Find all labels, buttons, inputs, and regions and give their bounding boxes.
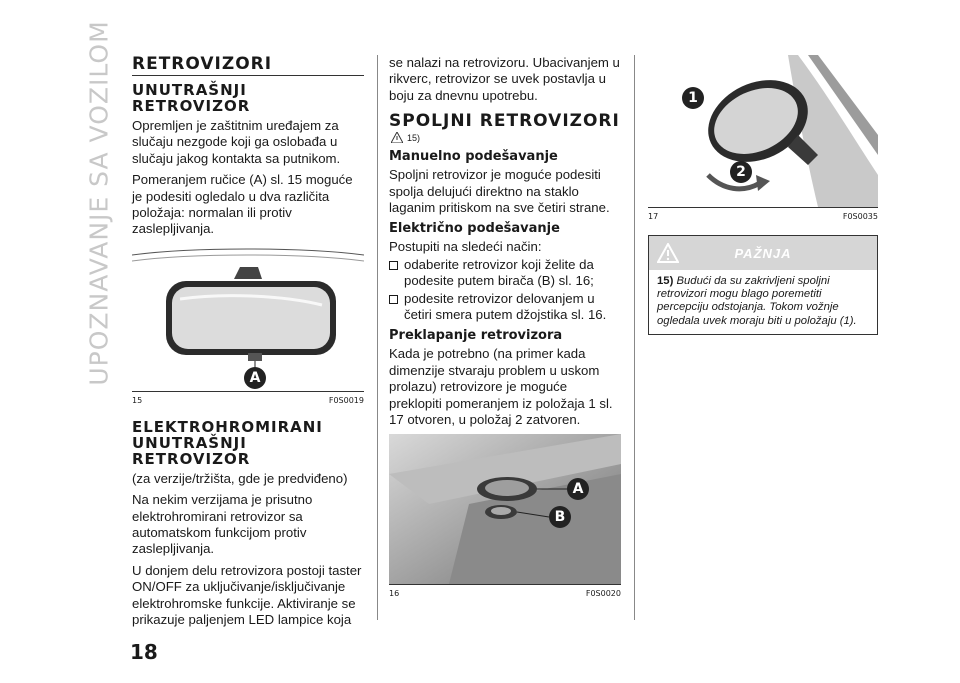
warning-triangle-icon [657, 243, 679, 263]
callout-b: B [549, 506, 571, 528]
callout-a: A [244, 367, 266, 389]
paragraph: Postupiti na sledeći način: [389, 239, 542, 255]
callout-2: 2 [730, 161, 752, 183]
column-2 [389, 55, 621, 612]
page-number: 18 [130, 640, 158, 664]
figure-caption [648, 212, 878, 221]
paragraph: se nalazi na retrovizoru. Ubacivanjem u rikverc, retrovizor se uvek postavlja u boju za dnevnu upotrebu. [389, 55, 620, 103]
section-heading [132, 55, 364, 76]
section-heading [389, 112, 621, 132]
figure-17 [648, 55, 878, 208]
side-tab-label: UPOZNAVANJE SA VOZILOM [84, 19, 114, 386]
figure-16 [389, 434, 621, 585]
warning-header [649, 236, 877, 270]
figure-code: F0S0035 [842, 212, 878, 221]
paragraph: (za verzije/tržišta, gde je predviđeno) [132, 470, 348, 486]
side-tab [84, 19, 114, 386]
warning-triangle-icon [391, 132, 403, 143]
callout-a: A [567, 478, 589, 500]
warning-ref-number: 15) [407, 132, 421, 143]
column-divider [377, 55, 378, 620]
bullet-icon [389, 295, 398, 304]
paragraph: Pomeranjem ručice (A) sl. 15 moguće je podesiti ogledalo u dva različita položaja: normalan ili protiv zaslepljivanja. [132, 172, 353, 237]
figure-caption [132, 396, 364, 405]
warning-text: Budući da su zakrivljeni spoljni retrovizori mogu blago poremetiti percepciju odstojanja. Tokom vožnje ogledala uvek moraju biti u položaju (1). [657, 275, 857, 327]
warning-title: PAŽNJA [734, 245, 792, 261]
column-divider [634, 55, 635, 620]
paragraph: Spoljni retrovizor je moguće podesiti spolja delujući direktno na staklo laganim pritiskom na sve četiri strane. [389, 167, 610, 216]
warning-reference [391, 132, 621, 143]
list-item-text: odaberite retrovizor koji želite da podesite putem birača (B) sl. 16; [404, 256, 594, 289]
figure-code: F0S0020 [585, 588, 621, 598]
figure-number: 17 [648, 212, 659, 221]
figure-15 [132, 243, 364, 392]
heading-fold: Preklapanje retrovizora [389, 328, 563, 344]
list-item [389, 291, 621, 324]
list-item-text: podesite retrovizor delovanjem u četiri smera putem džojstika sl. 16. [404, 290, 607, 323]
heading-electric: Električno podešavanje [389, 221, 560, 237]
column-3 [648, 55, 878, 335]
warning-body [649, 270, 877, 334]
paragraph: Opremljen je zaštitnim uređajem za slučaju nezgode koji ga oslobađa u slučaju jakog kontakta sa putnikom. [132, 118, 341, 166]
column-1 [132, 55, 364, 634]
bullet-icon [389, 261, 398, 270]
heading-manual: Manuelno podešavanje [389, 149, 558, 165]
warning-box [648, 235, 878, 335]
figure-caption [389, 589, 621, 598]
subsection-title-interior: UNUTRAŠNJI RETROVIZOR [132, 81, 251, 115]
callout-1: 1 [682, 87, 704, 109]
paragraph: Kada je potrebno (na primer kada dimenzije stvaraju problem u uskom prolazu) retrovizore je moguće preklopiti pomeranjem iz položaja 1 sl. 17 otvoren, u položaj 2 zatvoren. [389, 346, 613, 428]
section-title-spoljni: SPOLJNI RETROVIZORI [389, 111, 620, 132]
section-title-retrovizori: RETROVIZORI [132, 54, 273, 74]
warning-number: 15) [657, 275, 674, 287]
list-item [389, 257, 621, 290]
exterior-mirror-illustration [648, 55, 878, 207]
door-control-illustration [389, 434, 621, 584]
paragraph: U donjem delu retrovizora postoji taster ON/OFF za uključivanje/isključivanje elektrohromske funkcije. Aktiviranje se prikazuje paljenjem LED lampice koja [132, 562, 362, 628]
subsection-title-electrochromic: ELEKTROHROMIRANI UNUTRAŠNJI RETROVIZOR [132, 417, 323, 468]
figure-number: 16 [389, 588, 400, 598]
figure-number: 15 [132, 395, 143, 405]
paragraph: Na nekim verzijama je prisutno elektrohromirani retrovizor sa automatskom funkcijom protiv zaslepljivanja. [132, 492, 313, 557]
figure-code: F0S0019 [328, 395, 364, 405]
